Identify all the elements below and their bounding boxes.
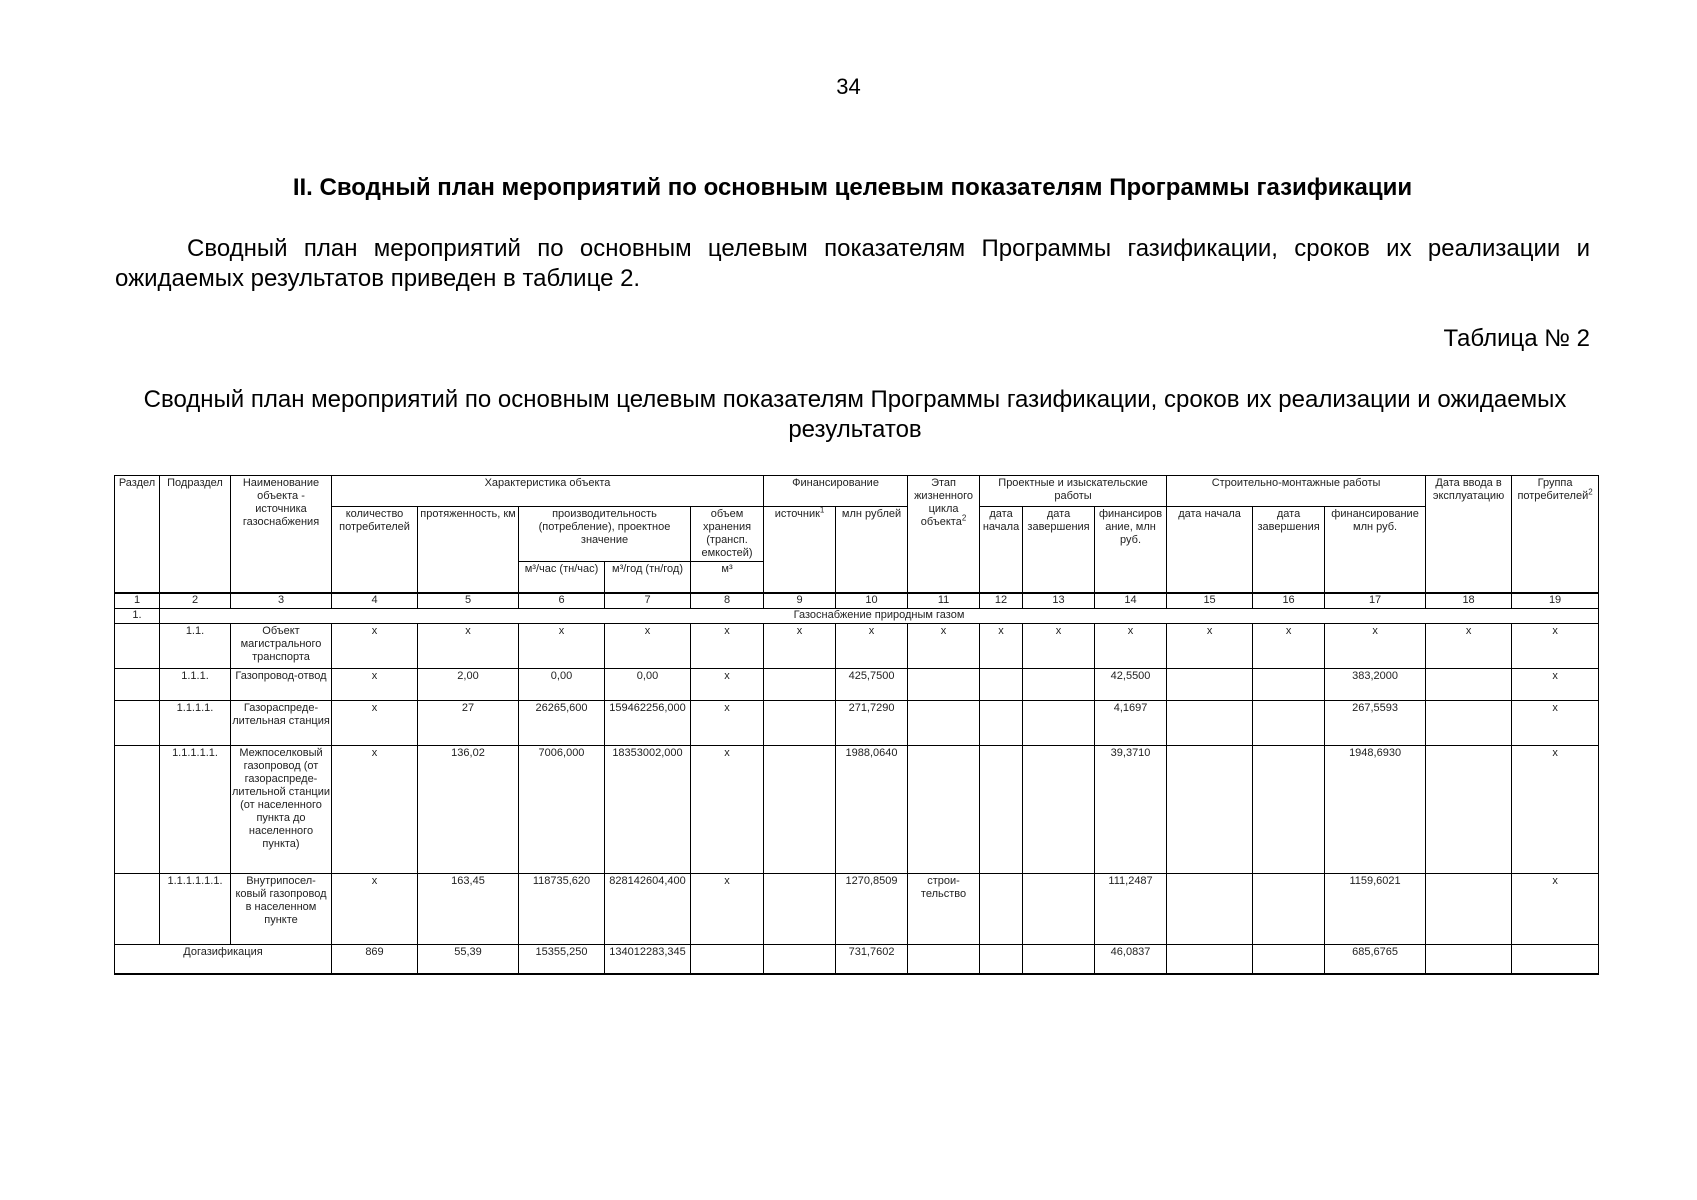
header-financing: Финансирование: [764, 476, 908, 507]
cell: х: [1167, 624, 1253, 669]
cell: 267,5593: [1325, 701, 1426, 746]
cell: [1023, 746, 1095, 874]
section-title: Газоснабжение природным газом: [160, 609, 1599, 624]
cell: 159462256,000: [605, 701, 691, 746]
cell: [980, 945, 1023, 975]
section-heading: II. Сводный план мероприятий по основным целевым показателям Программы газификации: [292, 174, 1413, 201]
cell: х: [1095, 624, 1167, 669]
cell: [1253, 874, 1325, 945]
column-number: 9: [764, 593, 836, 609]
header-constr-start: дата начала: [1167, 507, 1253, 594]
cell: [1023, 669, 1095, 701]
cell: х: [691, 874, 764, 945]
cell-object-name: Газораспреде-лительная станция: [231, 701, 332, 746]
header-design-works: Проектные и изыскательские работы: [980, 476, 1167, 507]
cell: х: [1512, 624, 1599, 669]
cell: х: [691, 624, 764, 669]
cell: [1167, 945, 1253, 975]
cell: [1167, 701, 1253, 746]
header-consumers: количество потребителей: [332, 507, 418, 594]
cell: [980, 701, 1023, 746]
cell: х: [332, 624, 418, 669]
table-row: [115, 669, 1599, 701]
header-mln-rub: млн рублей: [836, 507, 908, 594]
cell: 15355,250: [519, 945, 605, 975]
header-unit-storage: м³: [691, 562, 764, 594]
cell: х: [605, 624, 691, 669]
column-number: 14: [1095, 593, 1167, 609]
cell: х: [1426, 624, 1512, 669]
header-storage: объем хранения (трансп. емкостей): [691, 507, 764, 562]
column-number: 8: [691, 593, 764, 609]
cell: 1270,8509: [836, 874, 908, 945]
cell: х: [332, 746, 418, 874]
header-unit-hour: м³/час (тн/час): [519, 562, 605, 594]
header-design-end: дата завершения: [1023, 507, 1095, 594]
column-number: 6: [519, 593, 605, 609]
cell: 383,2000: [1325, 669, 1426, 701]
cell: [980, 669, 1023, 701]
cell: х: [764, 624, 836, 669]
cell: 39,3710: [1095, 746, 1167, 874]
cell: [1023, 701, 1095, 746]
cell: [908, 945, 980, 975]
cell: 42,5500: [1095, 669, 1167, 701]
cell: [1023, 945, 1095, 975]
cell: [764, 669, 836, 701]
column-number: 7: [605, 593, 691, 609]
cell: х: [418, 624, 519, 669]
cell: х: [691, 669, 764, 701]
header-object-name: Наименование объекта - источника газоснабжения: [231, 476, 332, 594]
cell: х: [1512, 701, 1599, 746]
cell: 1948,6930: [1325, 746, 1426, 874]
cell: [1253, 669, 1325, 701]
cell: [908, 669, 980, 701]
cell-object-name: Внутрипосел-ковый газопровод в населенном пункте: [231, 874, 332, 945]
cell: [1426, 669, 1512, 701]
cell: [1512, 945, 1599, 975]
cell: 27: [418, 701, 519, 746]
table-title: Сводный план мероприятий по основным целевым показателям Программы газификации, сроков их реализации и ожидаемых результатов: [143, 386, 1567, 443]
cell: х: [1512, 669, 1599, 701]
header-characteristics: Характеристика объекта: [332, 476, 764, 507]
cell: х: [519, 624, 605, 669]
cell: [115, 701, 160, 746]
cell: [764, 746, 836, 874]
column-number: 5: [418, 593, 519, 609]
cell: [115, 624, 160, 669]
cell: 118735,620: [519, 874, 605, 945]
cell: [1426, 945, 1512, 975]
section-number: 1.: [115, 609, 160, 624]
intro-paragraph: Сводный план мероприятий по основным целевым показателям Программы газификации, сроков их реализации и ожидаемых результатов приведен в таблице 2.: [115, 235, 1590, 292]
header-productivity: производительность (потребление), проектное значение: [519, 507, 691, 562]
header-podrazdel: Подраздел: [160, 476, 231, 594]
cell: [764, 701, 836, 746]
cell: 111,2487: [1095, 874, 1167, 945]
cell: [1426, 874, 1512, 945]
header-source: источник$^1$: [764, 507, 836, 594]
header-design-financing: финансирование, млн руб.: [1095, 507, 1167, 594]
cell: х: [980, 624, 1023, 669]
cell: строи-тельство: [908, 874, 980, 945]
cell: х: [691, 701, 764, 746]
cell: х: [332, 669, 418, 701]
cell: 425,7500: [836, 669, 908, 701]
column-number: 10: [836, 593, 908, 609]
cell-subsection: 1.1.1.: [160, 669, 231, 701]
table-row: [115, 701, 1599, 746]
cell: [115, 746, 160, 874]
cell: [1167, 746, 1253, 874]
column-number: 15: [1167, 593, 1253, 609]
column-number: 4: [332, 593, 418, 609]
cell: [1253, 945, 1325, 975]
cell: х: [1253, 624, 1325, 669]
cell: 2,00: [418, 669, 519, 701]
cell: [1426, 746, 1512, 874]
column-number: 11: [908, 593, 980, 609]
cell: 46,0837: [1095, 945, 1167, 975]
cell: 18353002,000: [605, 746, 691, 874]
column-number: 12: [980, 593, 1023, 609]
table-row: [115, 874, 1599, 945]
cell: 7006,000: [519, 746, 605, 874]
cell-object-name: Газопровод-отвод: [231, 669, 332, 701]
cell: [980, 874, 1023, 945]
cell-object-name: Объект магистрального транспорта: [231, 624, 332, 669]
cell-subsection: 1.1.1.1.1.: [160, 746, 231, 874]
cell: х: [1325, 624, 1426, 669]
cell: [1426, 701, 1512, 746]
cell: 0,00: [605, 669, 691, 701]
cell: 4,1697: [1095, 701, 1167, 746]
cell-object-name: Межпоселковый газопровод (от газораспреде-лительной станции (от населенного пункта до населенного пункта): [231, 746, 332, 874]
cell: 685,6765: [1325, 945, 1426, 975]
cell: [1023, 874, 1095, 945]
cell: [1253, 746, 1325, 874]
cell: [115, 669, 160, 701]
cell: 1988,0640: [836, 746, 908, 874]
cell: 26265,600: [519, 701, 605, 746]
cell-subsection: 1.1.1.1.: [160, 701, 231, 746]
cell: [1167, 669, 1253, 701]
cell: х: [1023, 624, 1095, 669]
cell: [908, 701, 980, 746]
total-row: [115, 945, 1599, 975]
cell: [980, 746, 1023, 874]
header-constr-financing: финансирование млн руб.: [1325, 507, 1426, 594]
cell: [764, 874, 836, 945]
cell-subsection: 1.1.: [160, 624, 231, 669]
header-consumer-group: Группа потребителей$^2$: [1512, 476, 1599, 594]
cell: 0,00: [519, 669, 605, 701]
column-number: 16: [1253, 593, 1325, 609]
column-number: 17: [1325, 593, 1426, 609]
header-length: протяженность, км: [418, 507, 519, 594]
column-number: 1: [115, 593, 160, 609]
cell: х: [1512, 746, 1599, 874]
cell: 271,7290: [836, 701, 908, 746]
total-label: Догазификация: [115, 945, 332, 975]
cell: х: [332, 701, 418, 746]
cell: х: [1512, 874, 1599, 945]
cell-subsection: 1.1.1.1.1.1.: [160, 874, 231, 945]
cell: 731,7602: [836, 945, 908, 975]
table-row: [115, 624, 1599, 669]
cell: х: [332, 874, 418, 945]
header-construction-works: Строительно-монтажные работы: [1167, 476, 1426, 507]
cell: 163,45: [418, 874, 519, 945]
column-number: 13: [1023, 593, 1095, 609]
plan-table: [114, 475, 1599, 975]
column-number: 18: [1426, 593, 1512, 609]
cell: [908, 746, 980, 874]
cell: х: [836, 624, 908, 669]
header-design-start: дата начала: [980, 507, 1023, 594]
cell: [1253, 701, 1325, 746]
cell: 1159,6021: [1325, 874, 1426, 945]
header-lifecycle: Этап жизненного цикла объекта$^2$: [908, 476, 980, 594]
cell: 869: [332, 945, 418, 975]
section-row: [115, 609, 1599, 624]
page-number: 34: [836, 74, 861, 99]
cell: х: [908, 624, 980, 669]
column-number: 3: [231, 593, 332, 609]
cell: 134012283,345: [605, 945, 691, 975]
cell: 136,02: [418, 746, 519, 874]
table-label: Таблица № 2: [1443, 325, 1590, 352]
cell: [764, 945, 836, 975]
cell: 55,39: [418, 945, 519, 975]
column-number: 2: [160, 593, 231, 609]
header-commission-date: Дата ввода в эксплуатацию: [1426, 476, 1512, 594]
cell: [115, 874, 160, 945]
column-number-row: [115, 593, 1599, 609]
cell: 828142604,400: [605, 874, 691, 945]
header-constr-end: дата завершения: [1253, 507, 1325, 594]
table-row: [115, 746, 1599, 874]
column-number: 19: [1512, 593, 1599, 609]
header-unit-year: м³/год (тн/год): [605, 562, 691, 594]
cell: [1167, 874, 1253, 945]
header-razdel: Раздел: [115, 476, 160, 594]
cell: [691, 945, 764, 975]
cell: х: [691, 746, 764, 874]
